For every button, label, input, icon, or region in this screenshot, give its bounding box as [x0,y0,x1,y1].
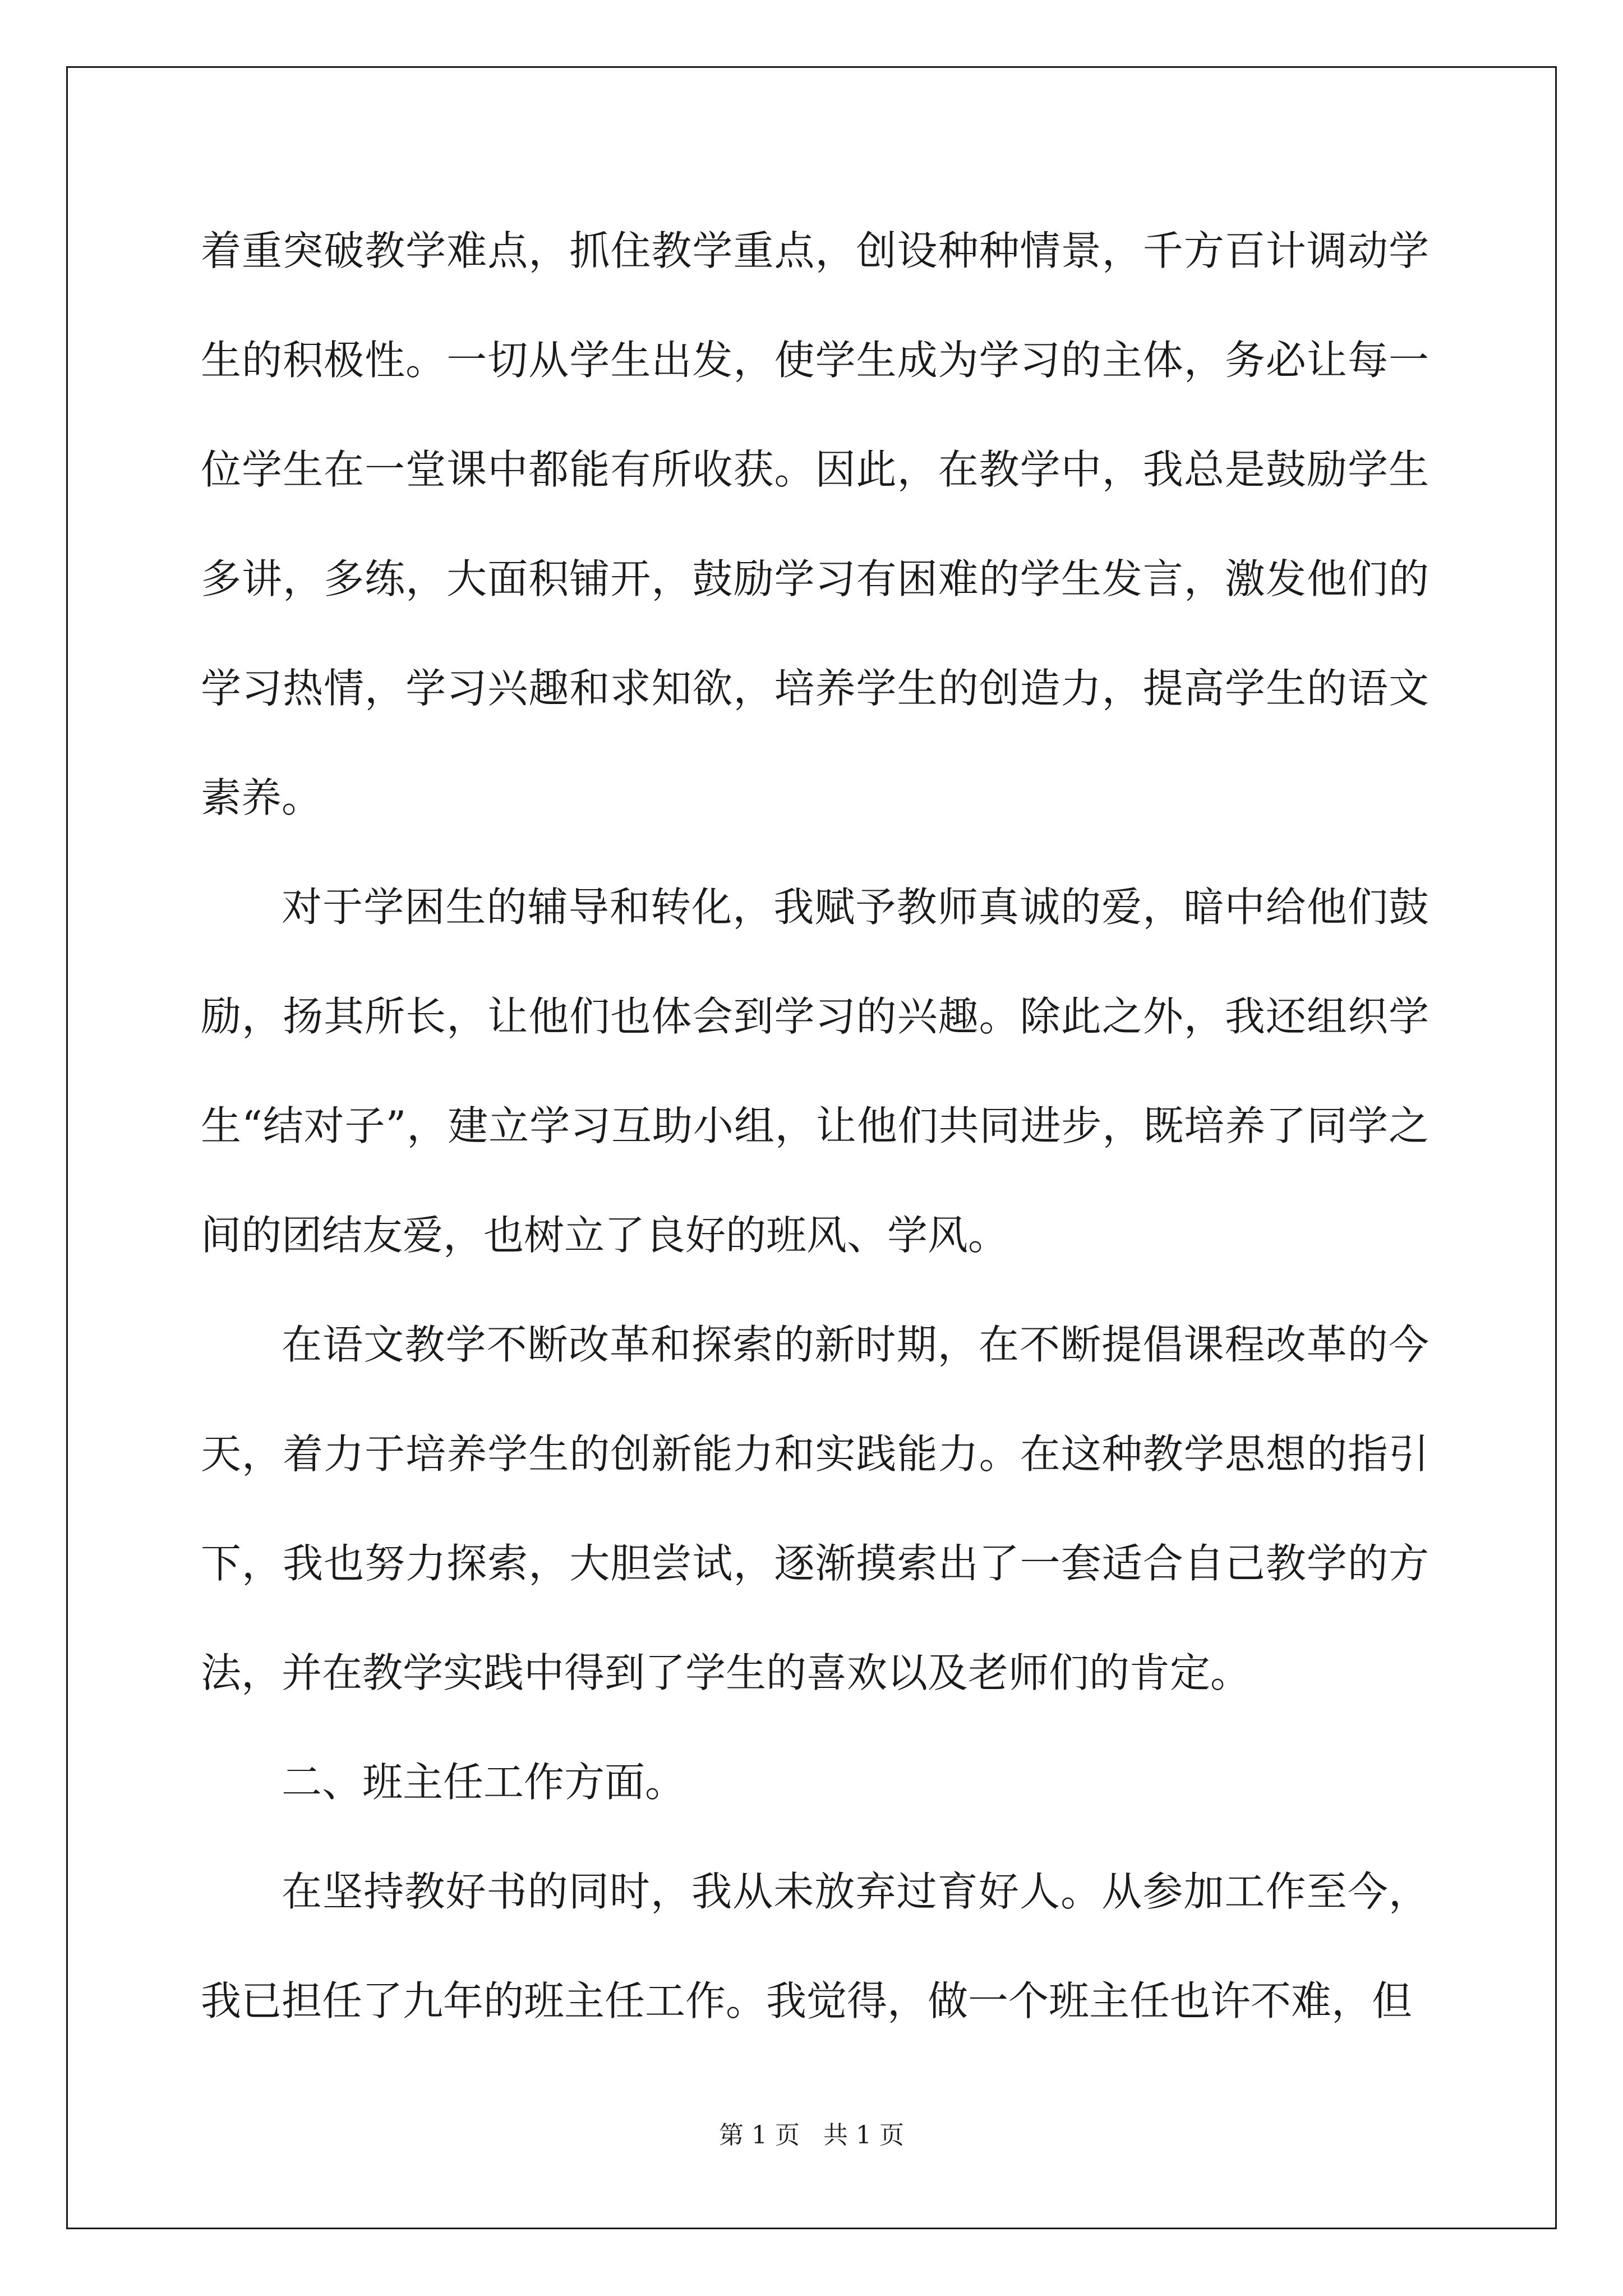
paragraph-2: 对于学困生的辅导和转化，我赋予教师真诚的爱，暗中给他们鼓励，扬其所长，让他们也体会到学习的兴趣。除此之外，我还组织学生“结对子”，建立学习互助小组，让他们共同进步，既培养了同学之间的团结友爱，也树立了良好的班风、学风。 [201,884,1429,1259]
paragraph-3: 在语文教学不断改革和探索的新时期，在不断提倡课程改革的今天，着力于培养学生的创新能力和实践能力。在这种教学思想的指引下，我也努力探索，大胆尝试，逐渐摸索出了一套适合自己教学的方法，并在教学实践中得到了学生的喜欢以及老师们的肯定。 [201,1321,1429,1696]
section-heading: 二、班主任工作方面。 [282,1759,686,1806]
paragraph-5: 在坚持教好书的同时，我从未放弃过育好人。从参加工作至今，我已担任了九年的班主任工作。我觉得，做一个班主任也许不难，但 [201,1868,1429,2024]
paragraph-1: 着重突破教学难点，抓住教学重点，创设种种情景，千方百计调动学生的积极性。一切从学生出发，使学生成为学习的主体，务必让每一位学生在一堂课中都能有所收获。因此，在教学中，我总是鼓励学生多讲，多练，大面积铺开，鼓励学习有困难的学生发言，激发他们的学习热情，学习兴趣和求知欲，培养学生的创造力，提高学生的语文素养。 [201,227,1429,821]
page-footer: 第 1 页 共 1 页 [719,2121,904,2150]
document-body [201,196,1429,2056]
